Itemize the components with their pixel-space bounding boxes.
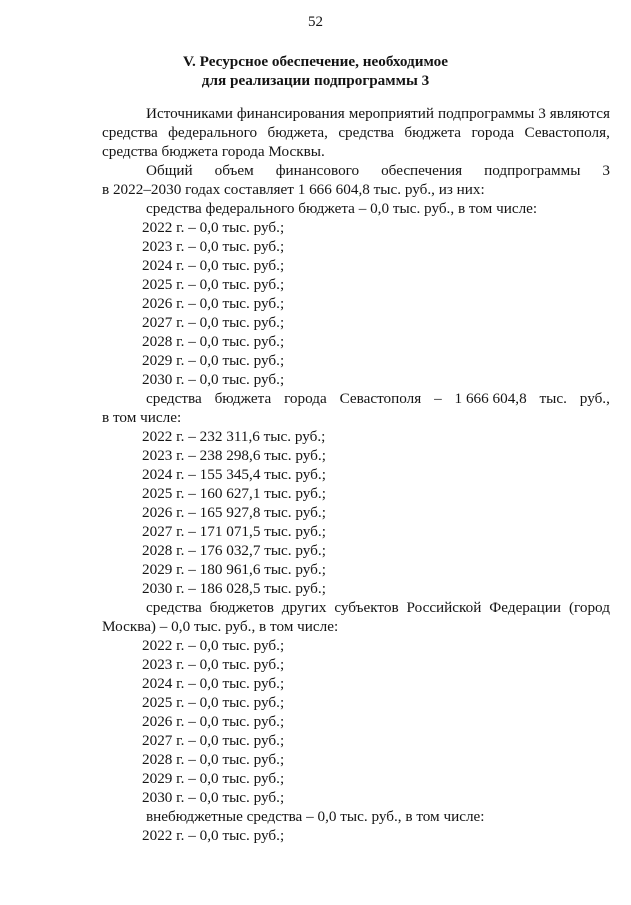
word: города <box>471 124 515 141</box>
year-line: 2024 г. – 155 345,4 тыс. руб.; <box>142 466 326 483</box>
word: 3 <box>538 105 546 122</box>
word: объем <box>214 162 254 179</box>
heading-line-2: для реализации подпрограммы 3 <box>201 72 430 89</box>
year-line: 2024 г. – 0,0 тыс. руб.; <box>142 675 285 692</box>
word: 1 666 604,8 <box>454 390 527 407</box>
heading-line-1: V. Ресурсное обеспечение, необходимое <box>183 53 448 70</box>
year-line: 2030 г. – 186 028,5 тыс. руб.; <box>142 580 326 597</box>
year-line: 2023 г. – 238 298,6 тыс. руб.; <box>142 447 326 464</box>
year-line: 2025 г. – 0,0 тыс. руб.; <box>142 694 285 711</box>
year-line: 2026 г. – 165 927,8 тыс. руб.; <box>142 504 326 521</box>
year-line: 2028 г. – 0,0 тыс. руб.; <box>142 751 285 768</box>
justified-line <box>102 104 610 123</box>
text-line: в том числе: <box>102 409 182 426</box>
justified-line <box>102 598 610 617</box>
page-number: 52 <box>308 14 323 30</box>
word: руб., <box>579 390 610 407</box>
year-line: 2022 г. – 0,0 тыс. руб.; <box>142 637 285 654</box>
word: средства <box>338 124 395 141</box>
year-line: 2022 г. – 0,0 тыс. руб.; <box>142 827 285 844</box>
year-line: 2028 г. – 0,0 тыс. руб.; <box>142 333 285 350</box>
year-line: 2023 г. – 0,0 тыс. руб.; <box>142 656 285 673</box>
justified-line <box>102 123 610 142</box>
word: бюджета <box>404 124 462 141</box>
word: Российской <box>406 599 482 616</box>
word: финансового <box>275 162 360 179</box>
text-line: Москва) – 0,0 тыс. руб., в том числе: <box>102 618 339 635</box>
year-line: 2025 г. – 160 627,1 тыс. руб.; <box>142 485 326 502</box>
word: субъектов <box>334 599 399 616</box>
word: бюджета <box>214 390 272 407</box>
word: подпрограммы <box>484 162 581 179</box>
year-line: 2027 г. – 0,0 тыс. руб.; <box>142 732 285 749</box>
word: финансирования <box>236 105 345 122</box>
federal-year-list <box>102 218 610 389</box>
word: Севастополя, <box>524 124 610 141</box>
justified-line <box>102 161 610 180</box>
word: – <box>434 390 442 407</box>
year-line: 2027 г. – 0,0 тыс. руб.; <box>142 314 285 331</box>
year-line: 2030 г. – 0,0 тыс. руб.; <box>142 371 285 388</box>
word: города <box>284 390 327 407</box>
year-line: 2022 г. – 0,0 тыс. руб.; <box>142 219 285 236</box>
word: средства <box>102 124 158 141</box>
word: Федерации <box>489 599 562 616</box>
word: являются <box>549 105 610 122</box>
word: бюджета, <box>267 124 328 141</box>
word: 3 <box>602 162 610 179</box>
year-line: 2029 г. – 180 961,6 тыс. руб.; <box>142 561 326 578</box>
word: средства <box>146 599 202 616</box>
word: тыс. <box>539 390 567 407</box>
sevastopol-year-list <box>102 427 610 598</box>
text-line: средства бюджета города Москвы. <box>102 143 325 160</box>
word: обеспечения <box>381 162 463 179</box>
year-line: 2024 г. – 0,0 тыс. руб.; <box>142 257 285 274</box>
word: Севастополя <box>339 390 422 407</box>
word: Источниками <box>146 105 233 122</box>
word: Общий <box>146 162 193 179</box>
word: бюджетов <box>209 599 274 616</box>
word: мероприятий <box>348 105 435 122</box>
text-line: в 2022–2030 годах составляет 1 666 604,8 тыс. руб., из них: <box>102 181 485 198</box>
section-heading <box>0 52 631 90</box>
year-line: 2030 г. – 0,0 тыс. руб.; <box>142 789 285 806</box>
other-year-list <box>102 636 610 807</box>
word: (город <box>568 599 610 616</box>
year-line: 2026 г. – 0,0 тыс. руб.; <box>142 713 285 730</box>
word: подпрограммы <box>437 105 535 122</box>
word: других <box>281 599 327 616</box>
year-line: 2022 г. – 232 311,6 тыс. руб.; <box>142 428 326 445</box>
year-line: 2028 г. – 176 032,7 тыс. руб.; <box>142 542 326 559</box>
extrabudget-year-list <box>102 826 610 845</box>
year-line: 2027 г. – 171 071,5 тыс. руб.; <box>142 523 326 540</box>
word: средства <box>146 390 202 407</box>
justified-line <box>102 389 610 408</box>
document-body <box>102 104 610 845</box>
federal-title: средства федерального бюджета – 0,0 тыс. руб., в том числе: <box>146 200 538 217</box>
year-line: 2029 г. – 0,0 тыс. руб.; <box>142 352 285 369</box>
extrabudget-title: внебюджетные средства – 0,0 тыс. руб., в том числе: <box>146 808 485 825</box>
year-line: 2023 г. – 0,0 тыс. руб.; <box>142 238 285 255</box>
year-line: 2025 г. – 0,0 тыс. руб.; <box>142 276 285 293</box>
year-line: 2026 г. – 0,0 тыс. руб.; <box>142 295 285 312</box>
word: федерального <box>168 124 258 141</box>
year-line: 2029 г. – 0,0 тыс. руб.; <box>142 770 285 787</box>
